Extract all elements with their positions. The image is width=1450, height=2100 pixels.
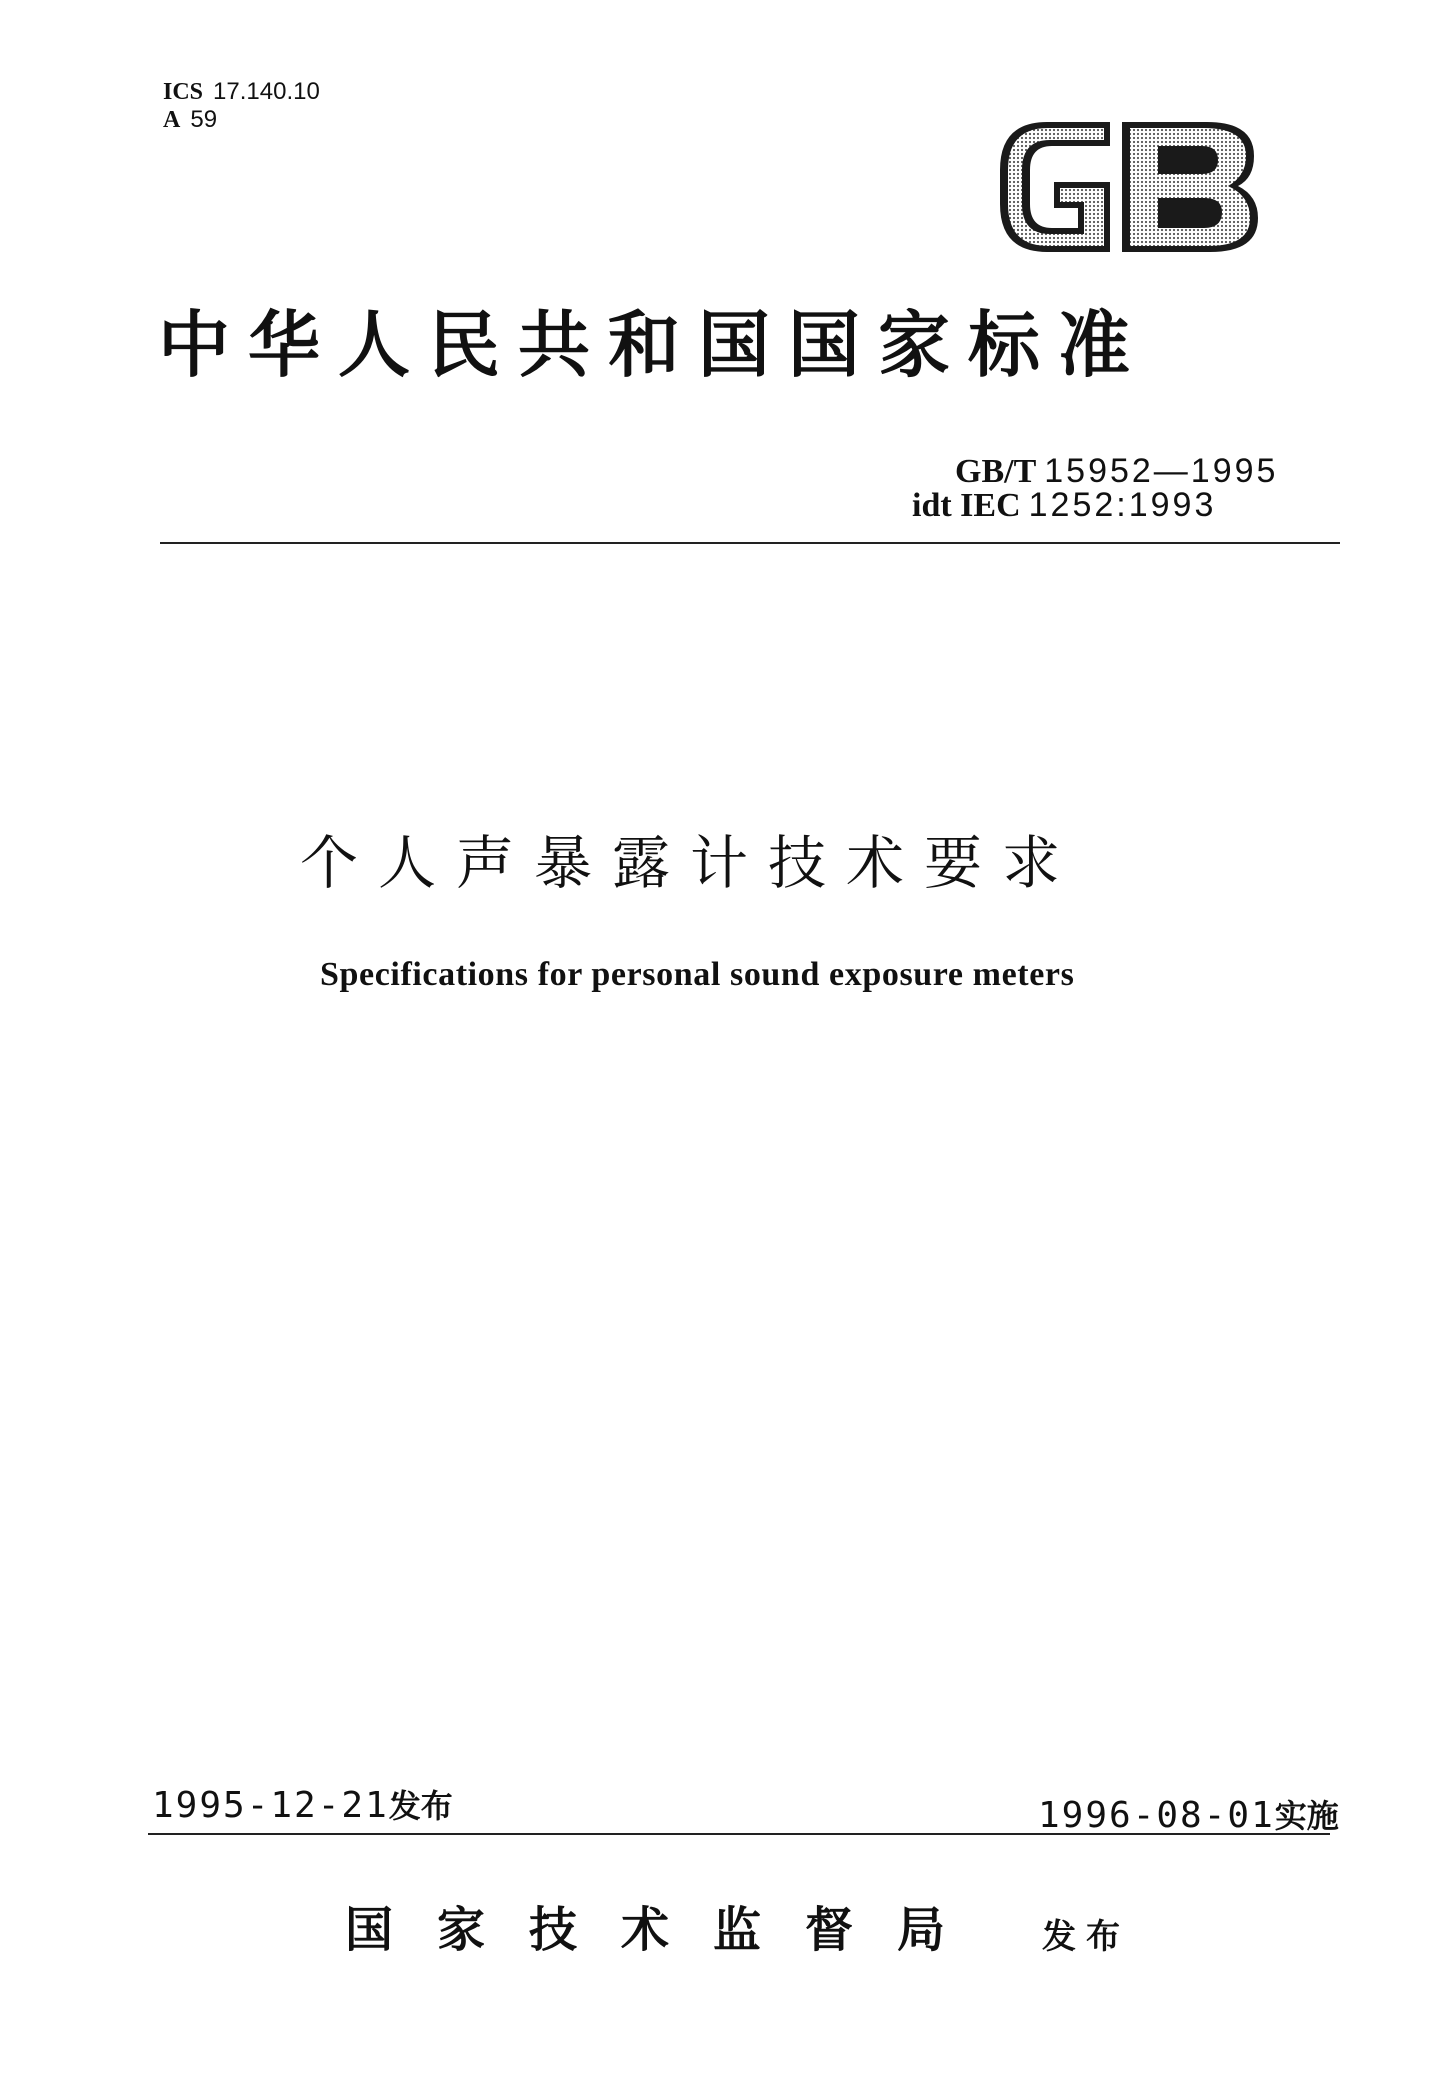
implementation-date-value: 1996-08-01 (1038, 1795, 1275, 1836)
national-standard-heading: 中华人民共和国国家标准 (158, 302, 1149, 387)
header-rule (160, 542, 1340, 544)
issue-date-value: 1995-12-21 (152, 1785, 389, 1826)
ccs-code-line (163, 106, 217, 134)
ics-label: ICS (163, 79, 204, 105)
document-subtitle: Specifications for personal sound exposure meters (320, 956, 1075, 993)
equivalent-standard-value: 1252:1993 (1028, 486, 1217, 524)
ics-code: 17.140.10 (213, 78, 320, 105)
ics-code-line (163, 78, 320, 106)
issuing-authority: 国家技术监督局 (345, 1902, 990, 1958)
implementation-date-label: 实施 (1274, 1797, 1339, 1835)
implementation-date (1038, 1794, 1339, 1838)
ccs-label: A (163, 107, 181, 133)
standard-number-value: 15952—1995 (1044, 452, 1279, 490)
equivalent-standard (912, 486, 1216, 525)
issuing-action: 发布 (1042, 1917, 1130, 1957)
issue-date (152, 1784, 453, 1828)
document-title: 个人声暴露计技术要求 (300, 829, 1081, 897)
gb-logo (992, 112, 1262, 262)
ccs-code: 59 (190, 106, 218, 133)
equivalent-standard-prefix: idt IEC (912, 487, 1021, 524)
gb-logo-icon (992, 112, 1262, 262)
date-rule (148, 1833, 1330, 1835)
standard-number-prefix: GB/T (955, 453, 1037, 490)
issue-date-label: 发布 (388, 1787, 453, 1825)
